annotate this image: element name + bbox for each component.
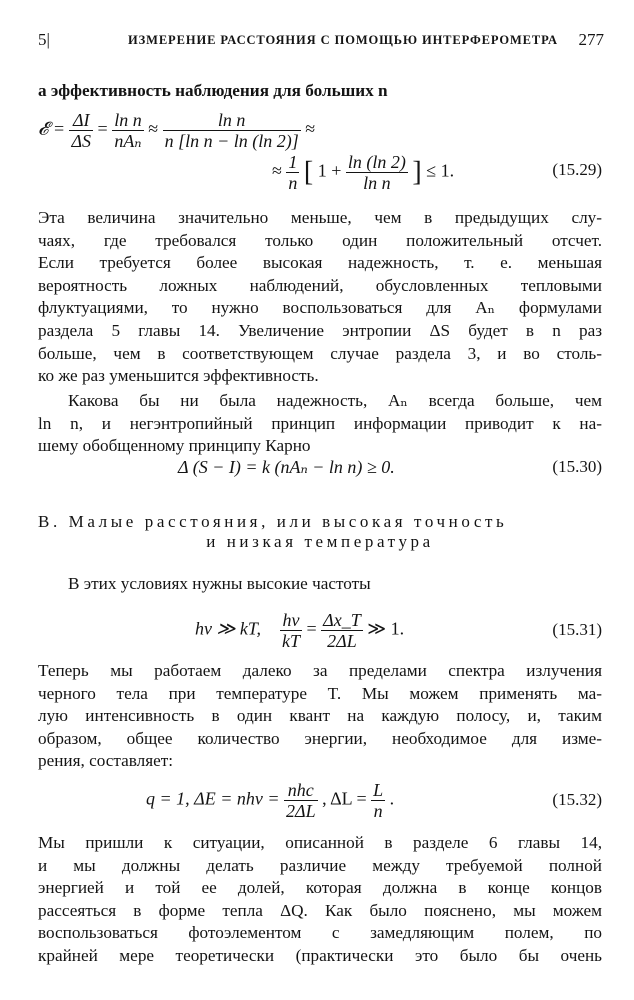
- fraction: [284, 780, 318, 821]
- text-line: Какова бы ни была надежность, Aₙ всегда больше, чем: [68, 391, 602, 410]
- text-line: образом, общее количество энергии, необходимое для изме-: [38, 728, 602, 748]
- fraction-denominator: 2ΔL: [327, 631, 357, 651]
- section-marker: 5|: [38, 30, 50, 49]
- paragraph-5: [38, 832, 602, 968]
- paragraph-2: [38, 390, 602, 458]
- fraction-denominator: 2ΔL: [286, 801, 316, 821]
- equation-15-32: [146, 780, 394, 821]
- text-line: энергией и той ее долей, которая должна в конце концов: [38, 878, 602, 898]
- eq-lead: q = 1, ΔE = nhν =: [146, 788, 280, 809]
- paragraph-3: В этих условиях нужны высокие частоты: [68, 574, 371, 593]
- text-line: чаях, где требовался только один положительный отсчет.: [38, 230, 602, 250]
- equation-number-15-30: (15.30): [552, 457, 602, 476]
- text-line: и мы должны делать различие между требуемой полной: [38, 855, 602, 875]
- fraction-denominator: n: [373, 801, 383, 821]
- fraction-numerator: Δx_T: [323, 610, 361, 630]
- equation-15-30: Δ (S − I) = k (nAₙ − ln n) ≥ 0.: [178, 457, 395, 477]
- fraction-numerator: ln n: [163, 110, 301, 131]
- fraction-numerator: ln n: [114, 110, 142, 130]
- text-line: ln n, и негэнтропийный принцип информации приводит к на-: [38, 413, 602, 433]
- text-line: шему обобщенному принципу Карно: [38, 436, 311, 456]
- eq-lhs: 𝓔 =: [38, 118, 65, 139]
- text-line: крайней мере теоретически (практически это было бы очень: [38, 945, 602, 965]
- approx-sign: ≈: [272, 160, 282, 181]
- text-line: вероятность ложных наблюдений, обусловленных тепловыми: [38, 275, 602, 295]
- fraction-denominator: n [ln n − ln (ln 2)]: [164, 131, 299, 151]
- text-line: флуктуациями, то нужно воспользоваться для Aₙ формулами: [38, 298, 602, 318]
- text-line: лую интенсивность в один квант на каждую полосу, и, таким: [38, 706, 602, 726]
- text-line: Эта величина значительно меньше, чем в предыдущих слу-: [38, 208, 602, 227]
- fraction: [346, 152, 408, 193]
- fraction: [371, 780, 385, 821]
- text-line: Если требуется более высокая надежность, т. е. меньшая: [38, 253, 602, 273]
- intro-line: а эффективность наблюдения для больших n: [38, 81, 388, 100]
- bracket-lead: 1 +: [317, 160, 342, 181]
- fraction-denominator: nAₙ: [114, 131, 142, 151]
- text-line: воспользоваться фотоэлементом с замедляющим полем, по: [38, 923, 602, 943]
- fraction-denominator: ΔS: [71, 131, 92, 151]
- fraction-denominator: ln n: [363, 173, 391, 193]
- heading-line-1: В. Малые расстояния, или высокая точность: [38, 512, 508, 531]
- section-heading: [38, 512, 602, 552]
- fraction: [163, 110, 301, 151]
- fraction: [112, 110, 144, 151]
- paragraph-1: [38, 207, 602, 388]
- heading-line-2: и низкая температура: [206, 532, 434, 551]
- text-line: ко же раз уменьшится эффективность.: [38, 366, 319, 386]
- running-header: [38, 30, 604, 56]
- text-line: черного тела при температуре T. Мы можем применять ма-: [38, 683, 602, 703]
- fraction: [321, 610, 363, 651]
- equation-15-29-line1: 𝓔 = $\frac{\Delta I}{\Delta S}$ = $\frac{\text{ln n}}{\text{nAₙ}}$ ≈ $\frac{\text{ln n}}{\text{n [ln n − ln (ln 2)]}}$ ≈: [38, 110, 316, 151]
- fraction-numerator: L: [373, 780, 384, 800]
- text-line: Теперь мы работаем далеко за пределами спектра излучения: [38, 661, 602, 680]
- eq-mid: , ΔL =: [322, 788, 367, 809]
- eq-lead: hν ≫ kT,: [195, 618, 261, 639]
- fraction-denominator: n: [288, 173, 298, 193]
- eq-tail: .: [389, 788, 395, 809]
- equation-number-15-29: (15.29): [552, 160, 602, 179]
- fraction-numerator: nhc: [284, 780, 318, 801]
- equation-15-29-line2: ≈ $\frac{1}{n}$ [ 1 + $\frac{\ln (\ln 2)}{\text{ln n}}$ ] ≤ 1.: [272, 152, 455, 193]
- text-line: Мы пришли к ситуации, описанной в разделе 6 главы 14,: [38, 833, 602, 852]
- equation-15-31: [195, 610, 404, 651]
- fraction: [286, 152, 299, 193]
- fraction-numerator: ΔI: [69, 110, 93, 131]
- page-number: 277: [578, 30, 604, 49]
- equation-number-15-32: (15.32): [552, 790, 602, 809]
- fraction-denominator: kT: [282, 631, 300, 651]
- fraction-numerator: ln (ln 2): [347, 152, 406, 172]
- running-title: ИЗМЕРЕНИЕ РАССТОЯНИЯ С ПОМОЩЬЮ ИНТЕРФЕРОМЕТРА: [128, 33, 558, 47]
- fraction: [69, 110, 93, 151]
- text-line: раздела 5 главы 14. Увеличение энтропии ΔS будет в n раз: [38, 320, 602, 340]
- eq-tail: ≤ 1.: [426, 160, 455, 181]
- equals-sign: =: [306, 618, 317, 639]
- fraction: [280, 610, 302, 651]
- paragraph-4: [38, 660, 602, 773]
- equation-number-15-31: (15.31): [552, 620, 602, 639]
- text-line: больше, чем в соответствующем случае раздела 3, и во столь-: [38, 343, 602, 363]
- fraction-numerator: hν: [280, 610, 302, 631]
- eq-tail: ≫ 1.: [367, 618, 405, 639]
- text-line: рения, составляет:: [38, 751, 174, 771]
- fraction-numerator: 1: [288, 152, 298, 172]
- text-line: рассеяться в форме тепла ΔQ. Как было пояснено, мы можем: [38, 900, 602, 920]
